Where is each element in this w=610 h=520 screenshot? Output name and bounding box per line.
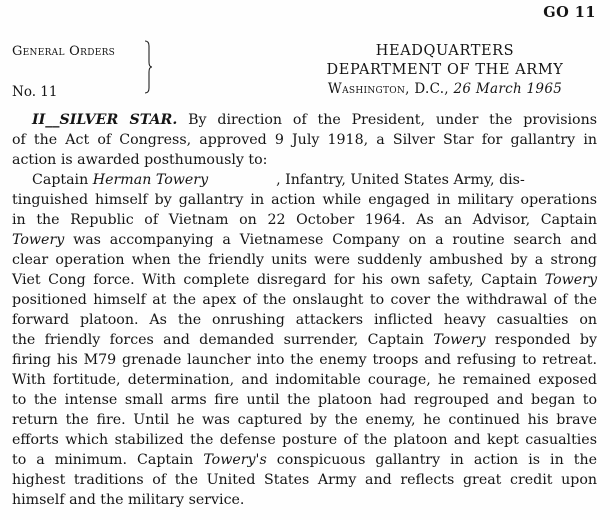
body-line-7: Towery was accompanying a Vietnamese Company on a routine search and — [12, 232, 597, 248]
captain-name: Herman Towery — [92, 172, 209, 188]
department-title: DEPARTMENT OF THE ARMY — [326, 62, 564, 78]
hq-title: HEADQUARTERS — [375, 43, 515, 59]
document-id: GO 11 — [543, 4, 596, 21]
location: Washington, D.C., — [327, 81, 449, 97]
body-line-9: Viet Cong force. With complete disregard for his own safety, Captain Towery — [12, 272, 598, 288]
body-line-4: Captain Herman Towery , Infantry, United States Army, dis- — [32, 172, 525, 188]
body-line-13: firing his M79 grenade launcher into the enemy troops and refusing to retreat. — [12, 352, 597, 368]
body-line-1: II__SILVER STAR. By direction of the President, under the provisions — [32, 112, 597, 128]
body-line-3: action is awarded posthumously to: — [12, 152, 268, 168]
brace-icon — [144, 40, 152, 94]
body-line-14: With fortitude, determination, and indomitable courage, he remained exposed — [12, 372, 597, 388]
order-date: 26 March 1965 — [453, 81, 563, 97]
body-line-16: return the fire. Until he was captured by the enemy, he continued his brave — [12, 412, 597, 428]
general-orders-number: No. 11 — [12, 84, 58, 100]
body-line-12: the friendly forces and demanded surrender, Captain Towery responded by — [12, 332, 598, 348]
body-line-11: forward platoon. As the onrushing attackers inflicted heavy casualties on — [12, 312, 597, 328]
body-line-15: to the intense small arms fire until the platoon had regrouped and began to — [12, 392, 597, 408]
body-line-17: efforts which stabilized the defense posture of the platoon and kept casualties — [12, 432, 597, 448]
section-title: II__SILVER STAR. — [32, 112, 178, 128]
headquarters-block — [300, 42, 590, 99]
location-date — [300, 80, 590, 99]
general-orders-label: General Orders — [12, 44, 116, 59]
body-line-10: positioned himself at the apex of the onslaught to cover the withdrawal of the — [12, 292, 597, 308]
body-line-5: tinguished himself by gallantry in action while engaged in military operations — [12, 192, 597, 208]
body-line-8: clear operation when the friendly units were suddenly ambushed by a strong — [12, 252, 597, 268]
body-line-20: himself and the military service. — [12, 492, 245, 508]
body-line-19: highest traditions of the United States Army and reflects great credit upon — [12, 472, 597, 488]
body-line-6: in the Republic of Vietnam on 22 October 1964. As an Advisor, Captain — [12, 212, 597, 228]
body-line-18: to a minimum. Captain Towery's conspicuous gallantry in action is in the — [12, 452, 598, 468]
body-line-2: of the Act of Congress, approved 9 July 1918, a Silver Star for gallantry in — [12, 132, 597, 148]
